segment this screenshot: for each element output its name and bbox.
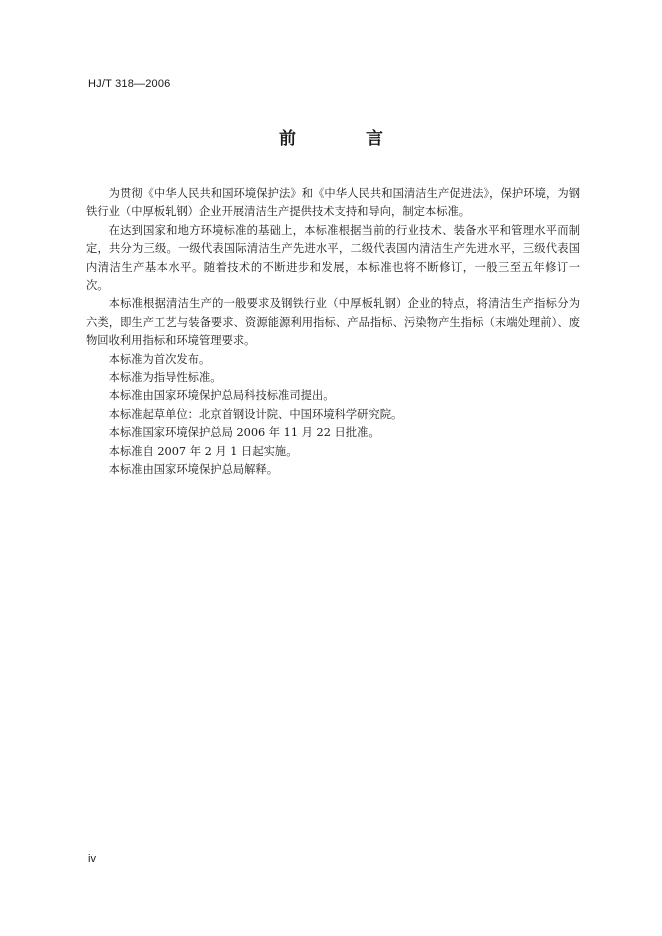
standard-code: HJ/T 318—2006 bbox=[88, 78, 171, 90]
paragraph-purpose: 为贯彻《中华人民共和国环境保护法》和《中华人民共和国清洁生产促进法》，保护环境，为钢铁行业（中厚板轧钢）企业开展清洁生产提供技术支持和导向，制定本标准。 bbox=[86, 187, 580, 219]
paragraph-levels: 在达到国家和地方环境标准的基础上，本标准根据当前的行业技术、装备水平和管理水平而制定，共分为三级。一级代表国际清洁生产先进水平，二级代表国内清洁生产先进水平，三级代表国内清洁生产基本水平。随着技术的不断进步和发展，本标准也将不断修订，一般三至五年修订一次。 bbox=[86, 223, 580, 293]
paragraph-indicators: 本标准根据清洁生产的一般要求及钢铁行业（中厚板轧钢）企业的特点，将清洁生产指标分为六类，即生产工艺与装备要求、资源能源利用指标、产品指标、污染物产生指标（末端处理前）、废物回收利用指标和环境管理要求。 bbox=[86, 297, 580, 348]
paragraph-proposed-by: 本标准由国家环境保护总局科技标准司提出。 bbox=[108, 389, 335, 403]
page-number: iv bbox=[88, 853, 96, 865]
paragraph-effective-date: 本标准自 2007 年 2 月 1 日起实施。 bbox=[108, 444, 298, 458]
page-title: 前 言 bbox=[279, 129, 415, 149]
paragraph-interpretation: 本标准由国家环境保护总局解释。 bbox=[108, 463, 279, 477]
paragraph-drafting-units: 本标准起草单位：北京首钢设计院、中国环境科学研究院。 bbox=[108, 407, 403, 421]
paragraph-first-release: 本标准为首次发布。 bbox=[108, 352, 211, 366]
foreword-body bbox=[86, 185, 580, 480]
paragraph-approval-date: 本标准国家环境保护总局 2006 年 11 月 22 日批准。 bbox=[108, 426, 380, 440]
paragraph-guiding-standard: 本标准为指导性标准。 bbox=[108, 371, 222, 385]
